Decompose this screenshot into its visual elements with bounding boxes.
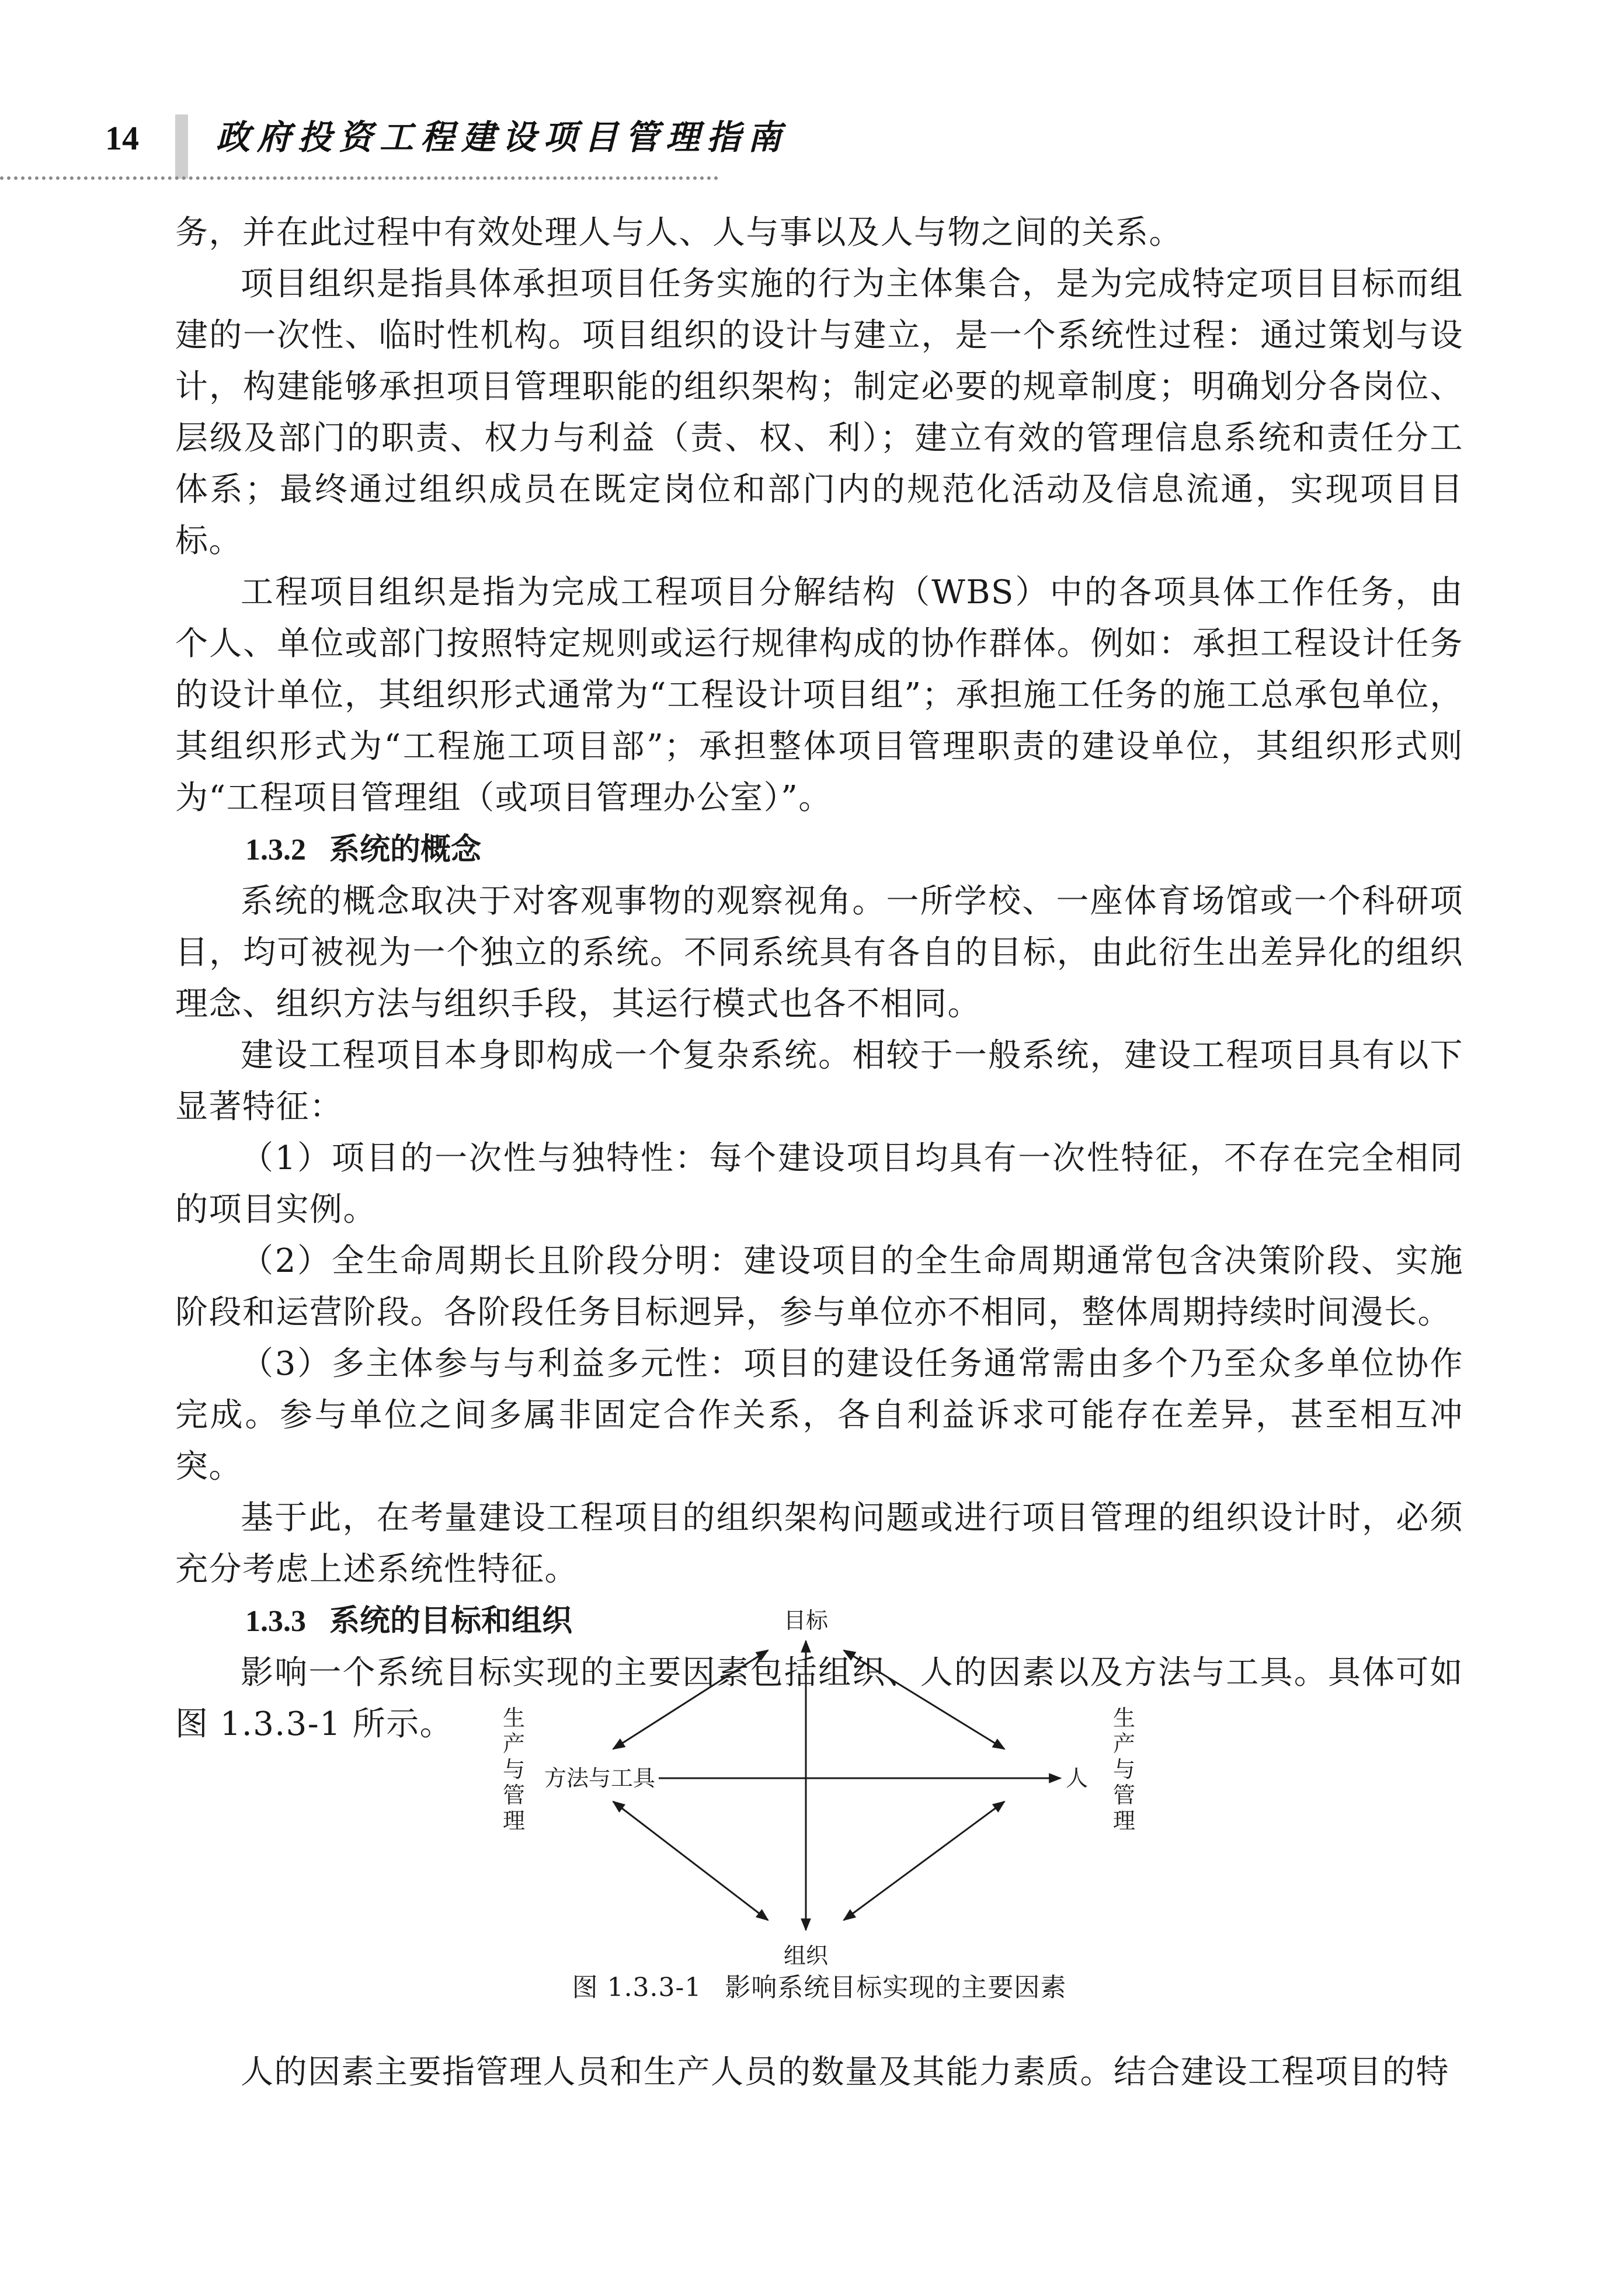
page-number: 14 xyxy=(105,119,139,157)
body-text xyxy=(175,207,1463,1750)
label-organization: 组织 xyxy=(783,1943,829,1969)
paragraph: 项目组织是指具体承担项目任务实施的行为主体集合，是为完成特定项目目标而组建的一次性、临时性机构。项目组织的设计与建立，是一个系统性过程：通过策划与设计，构建能够承担项目管理职能的组织架构；制定必要的规章制度；明确划分各岗位、层级及部门的职责、权力与利益（责、权、利）；建立有效的管理信息系统和责任分工体系；最终通过组织成员在既定岗位和部门内的规范化活动及信息流通，实现项目目标。 xyxy=(175,265,1463,560)
paragraph: 务，并在此过程中有效处理人与人、人与事以及人与物之间的关系。 xyxy=(175,214,1183,252)
section-heading-1-3-2 xyxy=(245,824,1463,876)
label-people: 人 xyxy=(1066,1765,1089,1791)
section-title: 系统的概念 xyxy=(329,832,482,867)
list-item: （1）项目的一次性与独特性：每个建设项目均具有一次性特征，不存在完全相同的项目实例。 xyxy=(175,1139,1463,1229)
paragraph: 建设工程项目本身即构成一个复杂系统。相较于一般系统，建设工程项目具有以下显著特征： xyxy=(175,1037,1463,1126)
page-header xyxy=(0,0,1624,187)
paragraph: 工程项目组织是指为完成工程项目分解结构（WBS）中的各项具体工作任务，由个人、单位或部门按照特定规则或运行规律构成的协作群体。例如：承担工程设计任务的设计单位，其组织形式通常为“工程设计项目组”；承担施工任务的施工总承包单位，其组织形式为“工程施工项目部”；承担整体项目管理职责的建设单位，其组织形式则为“工程项目管理组（或项目管理办公室）”。 xyxy=(175,573,1463,817)
section-title: 系统的目标和组织 xyxy=(329,1604,573,1639)
list-item: （2）全生命周期长且阶段分明：建设项目的全生命周期通常包含决策阶段、实施阶段和运营阶段。各阶段任务目标迥异，参与单位亦不相同，整体周期持续时间漫长。 xyxy=(175,1242,1463,1331)
arrow-left-bottom xyxy=(613,1802,768,1920)
label-goal: 目标 xyxy=(783,1608,829,1633)
header-dotted-rule xyxy=(0,176,718,180)
arrow-bottom-right xyxy=(844,1802,1004,1920)
label-methods-tools: 方法与工具 xyxy=(544,1765,655,1791)
paragraph: 系统的概念取决于对客观事物的观察视角。一所学校、一座体育场馆或一个科研项目，均可被视为一个独立的系统。不同系统具有各自的目标，由此衍生出差异化的组织理念、组织方法与组织手段，其运行模式也各不相同。 xyxy=(175,882,1463,1023)
section-number: 1.3.2 xyxy=(245,833,306,867)
body-text-continued xyxy=(175,2047,1463,2098)
diagram-svg xyxy=(467,1600,1156,1980)
section-number: 1.3.3 xyxy=(245,1605,306,1638)
header-divider-bar xyxy=(175,114,188,179)
figure-caption-text: 影响系统目标实现的主要因素 xyxy=(725,1973,1067,2002)
label-left-vertical: 生产与管理 xyxy=(502,1705,526,1834)
figure-caption-number: 图 1.3.3-1 xyxy=(572,1973,702,2002)
list-item: （3）多主体参与与利益多元性：项目的建设任务通常需由多个乃至众多单位协作完成。参与单位之间多属非固定合作关系，各自利益诉求可能存在差异，甚至相互冲突。 xyxy=(175,1345,1463,1486)
paragraph: 基于此，在考量建设工程项目的组织架构问题或进行项目管理的组织设计时，必须充分考虑上述系统性特征。 xyxy=(175,1499,1463,1588)
figure-diagram xyxy=(467,1600,1156,1980)
arrow-left-top xyxy=(613,1650,768,1749)
paragraph: 影响一个系统目标实现的主要因素包括组织、人的因素以及方法与工具。具体可如图 1.3.3-1 所示。 xyxy=(175,1654,1463,1743)
figure-caption xyxy=(175,1970,1463,2005)
paragraph: 人的因素主要指管理人员和生产人员的数量及其能力素质。结合建设工程项目的特 xyxy=(241,2053,1449,2091)
arrow-top-right xyxy=(844,1650,1004,1749)
book-title: 政府投资工程建设项目管理指南 xyxy=(216,117,789,157)
label-right-vertical: 生产与管理 xyxy=(1112,1705,1136,1834)
